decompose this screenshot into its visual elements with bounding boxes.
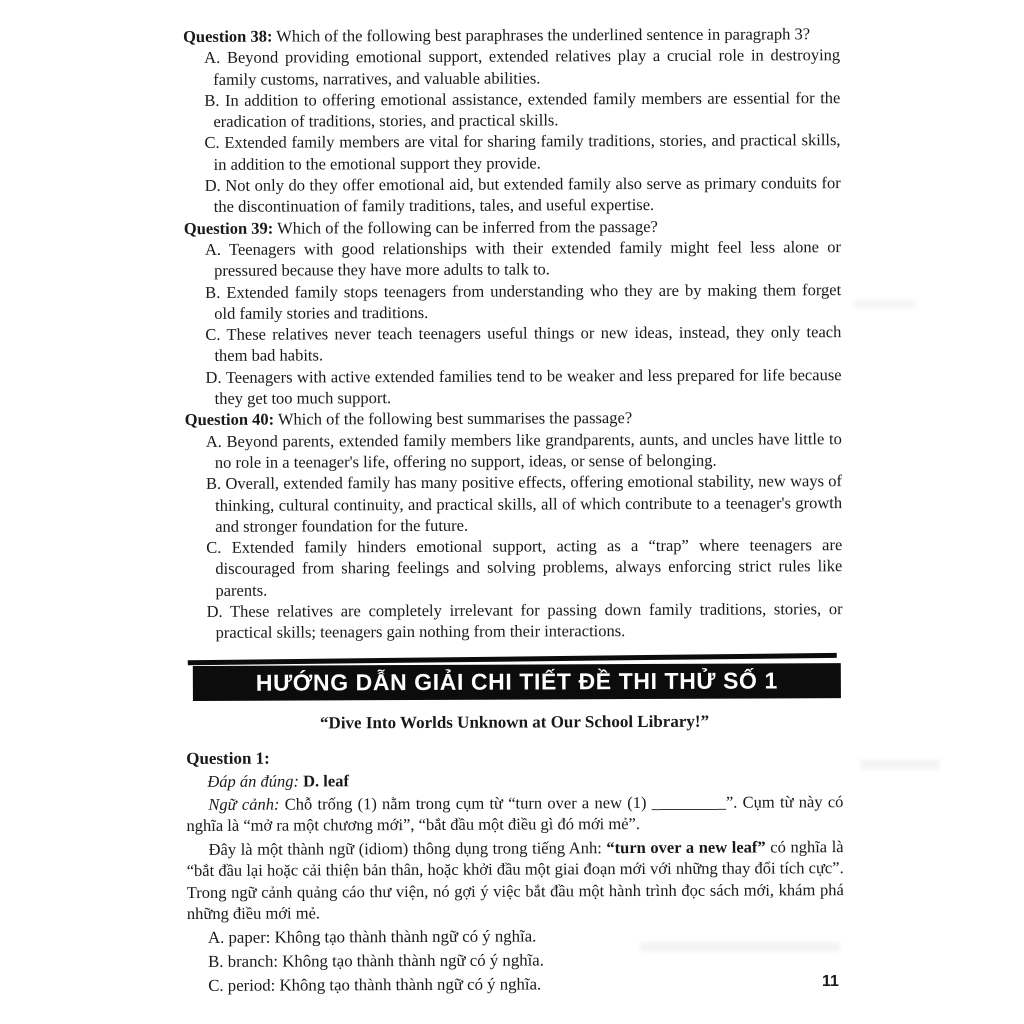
option-letter: D. — [206, 601, 223, 621]
solution-question-label: Question 1: — [186, 748, 270, 768]
option-letter: C. — [205, 324, 221, 345]
option-text: period: Không tạo thành thành ngữ có ý nghĩa. — [227, 974, 542, 995]
option-text: Overall, extended family has many positive effects, offering emotional stability, new ways of thinking, cultural continuity, and practical skills, all of which contribute to a teenager's growth and stronger foundation for the future. — [215, 471, 843, 536]
option-text: Extended family members are vital for sharing family traditions, stories, and practical skills, in addition to the emotional support they provide. — [213, 130, 841, 174]
option-text: Beyond providing emotional support, extended relatives play a crucial role in destroying family customs, narratives, and valuable abilities. — [213, 45, 841, 89]
option-letter: B. — [205, 474, 222, 494]
option-letter: B. — [204, 90, 220, 110]
option-text: Teenagers with good relationships with their extended family might feel less alone or pressured because they have more adults to talk to. — [214, 237, 842, 281]
answer-option — [206, 534, 842, 601]
answer-option — [206, 428, 842, 473]
option-text: In addition to offering emotional assistance, extended family members are essential for the eradication of traditions, stories, and practical skills. — [213, 88, 841, 132]
page-content — [183, 23, 844, 996]
option-letter: D. — [204, 175, 221, 195]
answer-option — [204, 44, 840, 89]
scan-artifact — [860, 760, 940, 769]
question-text: Which of the following best paraphrases the underlined sentence in paragraph 3? — [276, 24, 811, 46]
idiom-highlight: “turn over a new leaf” — [606, 837, 766, 857]
answer-option — [206, 470, 842, 537]
context-paragraph — [186, 791, 843, 837]
option-letter: D. — [205, 367, 222, 387]
explanation-paragraph — [187, 836, 844, 925]
context-label: Ngữ cảnh: — [208, 794, 280, 814]
option-letter: A. — [204, 239, 222, 259]
answer-key-section — [186, 663, 844, 997]
correct-answer-line — [207, 769, 843, 792]
question-block-38 — [183, 23, 841, 218]
option-letter: A. — [207, 927, 225, 947]
option-text: paper: Không tạo thành thành ngữ có ý nghĩa. — [228, 926, 537, 947]
option-text: Extended family stops teenagers from understanding who they are by making them forget old family stories and traditions. — [214, 279, 842, 323]
answer-option — [207, 598, 843, 643]
option-letter: B. — [205, 282, 221, 302]
option-letter: B. — [208, 951, 224, 971]
option-text: These relatives are completely irrelevant for passing down family traditions, stories, or practical skills; teenagers gain nothing from their interactions. — [215, 599, 843, 643]
question-stem — [185, 406, 842, 430]
option-text: Beyond parents, extended family members like grandparents, aunts, and uncles have little to no role in a teenager's life, offering no support, ideas, or sense of belonging. — [214, 428, 842, 472]
section-banner — [193, 663, 841, 701]
page-number: 11 — [822, 973, 839, 990]
answer-option — [204, 87, 840, 132]
question-stem — [183, 23, 840, 47]
answer-option — [205, 364, 841, 409]
answer-option — [204, 130, 840, 175]
answer-option — [205, 172, 841, 217]
passage-title: “Dive Into Worlds Unknown at Our School Library!” — [319, 711, 710, 733]
option-letter: A. — [205, 431, 222, 451]
solution-option — [208, 923, 844, 949]
question-text: Which of the following best summarises the passage? — [277, 408, 633, 429]
answer-option — [205, 321, 841, 366]
option-letter: A. — [204, 48, 221, 68]
solution-option — [208, 971, 844, 997]
question-number: Question 40: — [184, 409, 275, 430]
solution-option — [208, 947, 844, 973]
option-letter: C. — [208, 975, 224, 995]
section-banner-title: HƯỚNG DẪN GIẢI CHI TIẾT ĐỀ THI THỬ SỐ 1 — [255, 667, 778, 696]
question-block-40 — [185, 406, 843, 643]
option-text: Teenagers with active extended families tend to be weaker and less prepared for life because they get too much support. — [214, 364, 842, 408]
answer-label: Đáp án đúng: — [207, 771, 300, 791]
option-text: branch: Không tạo thành thành ngữ có ý nghĩa. — [227, 950, 544, 971]
question-number: Question 39: — [183, 218, 274, 238]
question-block-39 — [184, 215, 842, 410]
option-letter: C. — [206, 537, 222, 558]
question-number: Question 38: — [183, 26, 273, 46]
option-text: Extended family hinders emotional support, acting as a “trap” where teenagers are discouraged from sharing feelings and solving problems, always enforcing strict rules like parents. — [215, 535, 843, 600]
option-letter: C. — [204, 133, 220, 153]
question-text: Which of the following can be inferred from the passage? — [277, 216, 658, 238]
option-text: Not only do they offer emotional aid, but extended family also serve as primary conduits for the discontinuation of family traditions, tales, and useful expertise. — [213, 173, 841, 217]
scan-artifact — [855, 300, 915, 308]
explanation-text-pre: Đây là một thành ngữ (idiom) thông dụng trong tiếng Anh: — [208, 837, 607, 859]
context-text: Chỗ trống (1) nằm trong cụm từ “turn over a new (1) _________”. Cụm từ này có nghĩa là “mở ra một chương mới”, “bắt đầu một điều gì đó mới mẻ”. — [186, 791, 844, 836]
answer-value: D. leaf — [303, 770, 349, 791]
explanation-text-post: có nghĩa là “bắt đầu lại hoặc cải thiện bản thân, hoặc khởi đầu một giai đoạn mới với những thay đổi tích cực”. Trong ngữ cảnh quảng cáo thư viện, nó gợi ý việc bắt đầu một hành trình đọc sách mới, khám phá những điều mới mẻ. — [186, 836, 844, 924]
option-text: These relatives never teach teenagers useful things or new ideas, instead, they only teach them bad habits. — [214, 322, 842, 366]
question-stem — [184, 215, 841, 239]
answer-option — [205, 236, 841, 281]
answer-option — [205, 279, 841, 324]
